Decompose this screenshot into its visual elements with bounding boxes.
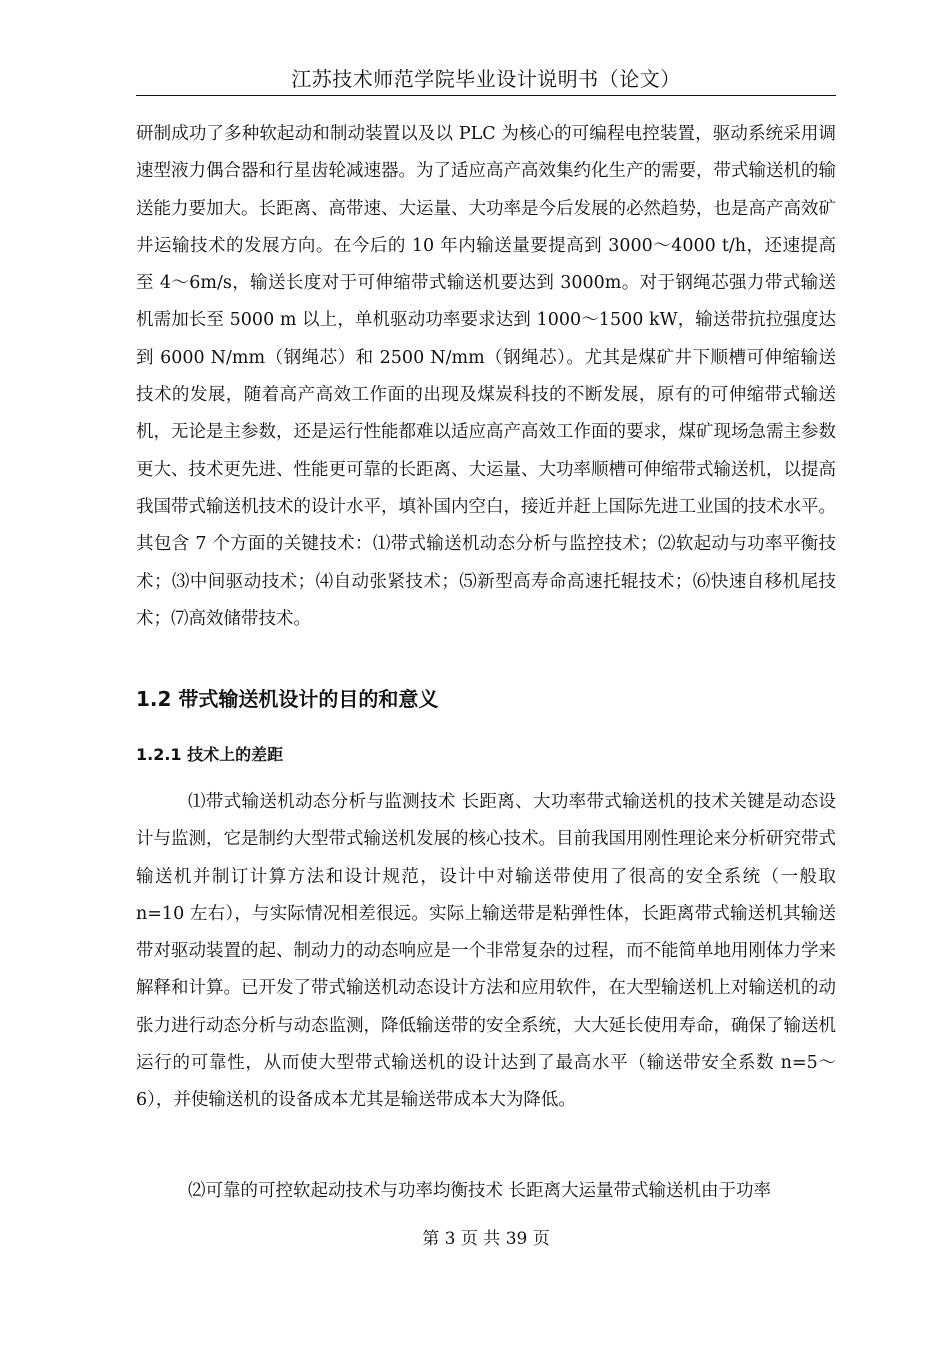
- section-heading: 1.2 带式输送机设计的目的和意义: [136, 687, 439, 711]
- header-rule: [136, 95, 836, 96]
- paragraph-dynamic-analysis: ⑴带式输送机动态分析与监测技术 长距离、大功率带式输送机的技术关键是动态设计与监测，它是制约大型带式输送机发展的核心技术。目前我国用刚性理论来分析研究带式输送机并制订计算方法和设计规范，设计中对输送带使用了很高的安全系统（一般取 n=10 左右），与实际情况相差很远。实际上输送带是粘弹性体，长距离带式输送机其输送带对驱动装置的起、制动力的动态响应是一个非常复杂的过程，而不能简单地用刚体力学来解释和计算。已开发了带式输送机动态设计方法和应用软件，在大型输送机上对输送机的动张力进行动态分析与动态监测，降低输送带的安全系统，大大延长使用寿命，确保了输送机运行的可靠性，从而使大型带式输送机的设计达到了最高水平（输送带安全系数 n=5～6），并使输送机的设备成本尤其是输送带成本大为降低。: [136, 792, 836, 1111]
- paragraph-soft-start: ⑵可靠的可控软起动技术与功率均衡技术 长距离大运量带式输送机由于功率: [188, 1181, 772, 1201]
- paragraph-intro: 研制成功了多种软起动和制动装置以及以 PLC 为核心的可编程电控装置，驱动系统采用调速型液力偶合器和行星齿轮减速器。为了适应高产高效集约化生产的需要，带式输送机的输送能力要加大。长距离、高带速、大运量、大功率是今后发展的必然趋势，也是高产高效矿井运输技术的发展方向。在今后的 10 年内输送量要提高到 3000～4000 t/h，还速提高至 4～6m/s，输送长度对于可伸缩带式输送机要达到 3000m。对于钢绳芯强力带式输送机需加长至 5000 m 以上，单机驱动功率要求达到 1000～1500 kW，输送带抗拉强度达到 6000 N/mm（钢绳芯）和 2500 N/mm（钢绳芯）。尤其是煤矿井下顺槽可伸缩输送技术的发展，随着高产高效工作面的出现及煤炭科技的不断发展，原有的可伸缩带式输送机，无论是主参数，还是运行性能都难以适应高产高效工作面的要求，煤矿现场急需主参数更大、技术更先进、性能更可靠的长距离、大运量、大功率顺槽可伸缩带式输送机，以提高我国带式输送机技术的设计水平，填补国内空白，接近并赶上国际先进工业国的技术水平。其包含 7 个方面的关键技术：⑴带式输送机动态分析与监控技术；⑵软起动与功率平衡技术；⑶中间驱动技术；⑷自动张紧技术；⑸新型高寿命高速托辊技术；⑹快速自移机尾技术；⑺高效储带技术。: [136, 124, 836, 629]
- subsection-heading: 1.2.1 技术上的差距: [136, 745, 284, 764]
- page-number: 第 3 页 共 39 页: [422, 1229, 550, 1249]
- page-header: 江苏技术师范学院毕业设计说明书（论文）: [291, 67, 681, 91]
